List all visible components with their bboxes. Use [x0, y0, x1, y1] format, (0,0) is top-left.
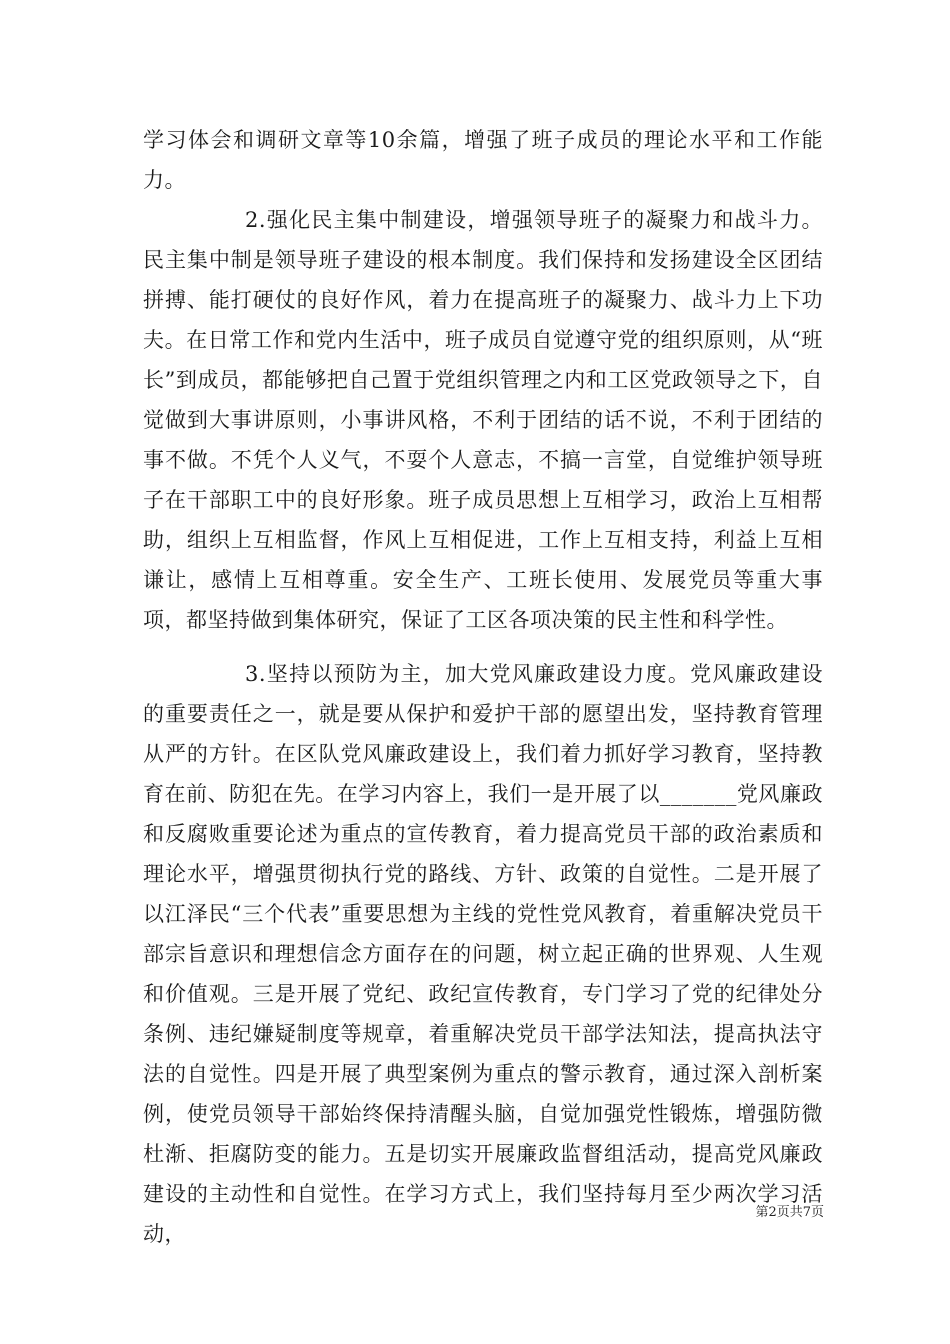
paragraph-continuation: 学习体会和调研文章等10余篇，增强了班子成员的理论水平和工作能力。	[143, 128, 823, 192]
page-number: 第2页共7页	[755, 1205, 824, 1220]
paragraph-anti-corruption: 3.坚持以预防为主，加大党风廉政建设力度。党风廉政建设的重要责任之一，就是要从保护和爱护干部的愿望出发，坚持教育管理从严的方针。在区队党风廉政建设上，我们着力抓好学习教育，坚持教育在前、防犯在先。在学习内容上，我们一是开展了以_______党风廉政和反腐败重要论述为重点的宣传教育，着力提高党员干部的政治素质和理论水平，增强贯彻执行党的路线、方针、政策的自觉性。二是开展了以江泽民“三个代表”重要思想为主线的党性党风教育，着重解决党员干部宗旨意识和理想信念方面存在的问题，树立起正确的世界观、人生观和价值观。三是开展了党纪、政纪宣传教育，专门学习了党的纪律处分条例、违纪嫌疑制度等规章，着重解决党员干部学法知法，提高执法守法的自觉性。四是开展了典型案例为重点的警示教育，通过深入剖析案例，使党员领导干部始终保持清醒头脑，自觉加强党性锻炼，增强防微杜渐、拒腐防变的能力。五是切实开展廉政监督组活动，提高党风廉政建设的主动性和自觉性。在学习方式上，我们坚持每月至少两次学习活动，	[143, 662, 823, 1246]
paragraph-democratic-centralism: 2.强化民主集中制建设，增强领导班子的凝聚力和战斗力。民主集中制是领导班子建设的根本制度。我们保持和发扬建设全区团结拼搏、能打硬仗的良好作风，着力在提高班子的凝聚力、战斗力上下功夫。在日常工作和党内生活中，班子成员自觉遵守党的组织原则，从“班长”到成员，都能够把自己置于党组织管理之内和工区党政领导之下，自觉做到大事讲原则，小事讲风格，不利于团结的话不说，不利于团结的事不做。不凭个人义气，不耍个人意志，不搞一言堂，自觉维护领导班子在干部职工中的良好形象。班子成员思想上互相学习，政治上互相帮助，组织上互相监督，作风上互相促进，工作上互相支持，利益上互相谦让，感情上互相尊重。安全生产、工班长使用、发展党员等重大事项，都坚持做到集体研究，保证了工区各项决策的民主性和科学性。	[143, 208, 823, 632]
document-body	[143, 120, 823, 1254]
